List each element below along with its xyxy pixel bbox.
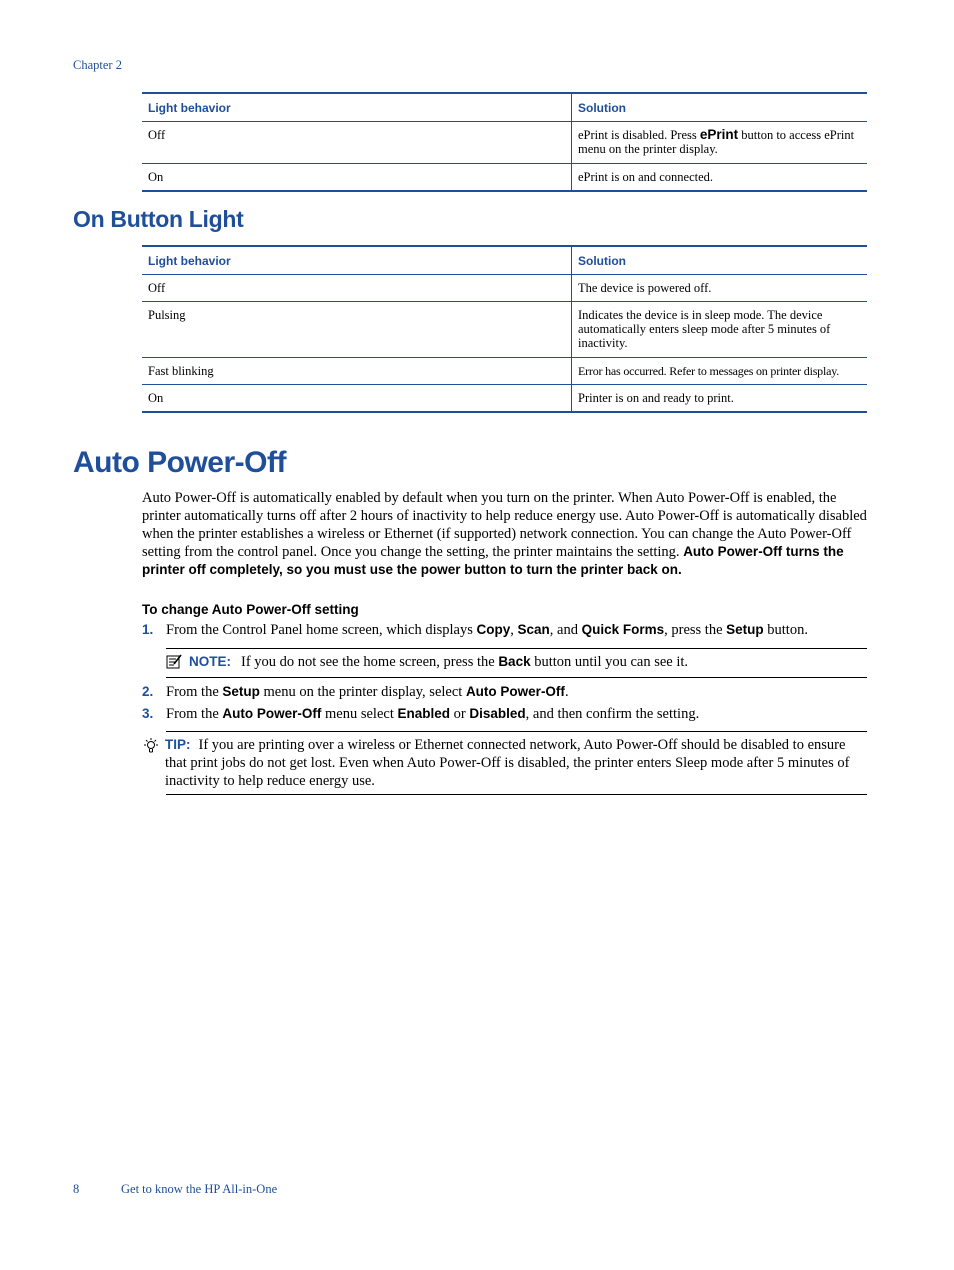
table-row: [142, 358, 867, 385]
step-2: [142, 683, 569, 701]
auto-power-off-term: Auto Power-Off: [222, 706, 322, 721]
step-text: or: [450, 706, 470, 722]
step-number: 1.: [142, 622, 154, 637]
procedure-heading: To change Auto Power-Off setting: [142, 602, 359, 617]
chapter-label: Chapter 2: [73, 58, 122, 72]
page-footer: [73, 1182, 277, 1197]
step-text: From the: [166, 684, 223, 700]
step-1: [142, 621, 808, 639]
solution-cell: ePrint is on and connected.: [572, 164, 868, 192]
tip-label: TIP:: [165, 737, 191, 752]
step-text: menu select: [321, 706, 398, 722]
solution-cell: Error has occurred. Refer to messages on printer display.: [572, 358, 868, 385]
setup-term: Setup: [222, 684, 260, 699]
step-text: ,: [510, 622, 518, 638]
divider: [166, 731, 867, 732]
tip-body: If you are printing over a wireless or Ethernet connected network, Auto Power-Off should be disabled to ensure that print jobs do not get lost. Even when Auto Power-Off is disabled, the printer enters Sleep mode after 5 minutes of inactivity to help reduce energy use.: [165, 737, 850, 789]
table-row: [142, 385, 867, 413]
column-header-light-behavior: Light behavior: [142, 246, 572, 275]
enabled-term: Enabled: [397, 706, 451, 721]
behavior-cell: Off: [142, 122, 572, 164]
step-text: button.: [763, 622, 808, 638]
step-text: , and then confirm the setting.: [525, 706, 700, 722]
page-number: 8: [73, 1182, 80, 1196]
step-text: , and: [549, 622, 582, 638]
step-text: From the: [166, 706, 223, 722]
note-icon: [166, 654, 183, 675]
tip-text: [165, 736, 868, 790]
on-button-light-heading: On Button Light: [73, 206, 244, 232]
auto-power-off-term: Auto Power-Off: [465, 684, 565, 699]
solution-cell: Printer is on and ready to print.: [572, 385, 868, 413]
tip-box: [142, 731, 867, 795]
intro-bold-text: Auto Power-Off turns the printer off completely, so you must use the power button to turn the printer back on.: [142, 544, 844, 577]
step-text: menu on the printer display, select: [259, 684, 466, 700]
behavior-cell: Off: [142, 275, 572, 302]
quick-forms-term: Quick Forms: [581, 622, 665, 637]
on-button-light-table: [142, 245, 867, 413]
solution-cell: Indicates the device is in sleep mode. The device automatically enters sleep mode after 5 minutes of inactivity.: [572, 302, 868, 358]
note-text: [241, 654, 688, 671]
setup-term: Setup: [726, 622, 764, 637]
solution-text: ePrint is disabled. Press: [578, 128, 700, 142]
step-number: 2.: [142, 684, 154, 699]
column-header-light-behavior: Light behavior: [142, 93, 572, 122]
solution-cell: [572, 122, 868, 164]
back-term: Back: [498, 654, 531, 669]
step-3: [142, 705, 699, 723]
table-row: [142, 164, 867, 192]
eprint-light-table: [142, 92, 867, 192]
table-row: [142, 302, 867, 358]
intro-paragraph: [142, 489, 869, 579]
footer-title: Get to know the HP All-in-One: [121, 1182, 278, 1196]
step-text: , press the: [664, 622, 727, 638]
note-text-part: button until you can see it.: [530, 654, 689, 670]
intro-text: Auto Power-Off is automatically enabled by default when you turn on the printer. When Auto Power-Off is enabled, the printer automatically turns off after 2 hours of inactivity to help reduce energy use. Auto Power-Off is automatically disabled when the printer establishes a wireless or Ethernet (if supported) network connection. You can change the Auto Power-Off setting from the control panel. Once you change the setting, the printer maintains the setting.: [142, 490, 867, 560]
note-text-part: If you do not see the home screen, press the: [241, 654, 499, 670]
column-header-solution: Solution: [572, 93, 868, 122]
behavior-cell: Pulsing: [142, 302, 572, 358]
eprint-button-name: ePrint: [699, 127, 739, 142]
behavior-cell: On: [142, 164, 572, 192]
divider: [166, 794, 867, 795]
copy-term: Copy: [476, 622, 511, 637]
table-row: [142, 275, 867, 302]
step-text: .: [564, 684, 569, 700]
note-label: NOTE:: [189, 654, 231, 669]
scan-term: Scan: [517, 622, 550, 637]
disabled-term: Disabled: [469, 706, 526, 721]
column-header-solution: Solution: [572, 246, 868, 275]
table-header-row: [142, 246, 867, 275]
table-row: [142, 122, 867, 164]
table-header-row: [142, 93, 867, 122]
lightbulb-icon: [142, 737, 160, 760]
behavior-cell: On: [142, 385, 572, 413]
step-number: 3.: [142, 706, 154, 721]
auto-power-off-heading: Auto Power-Off: [73, 446, 286, 479]
solution-cell: The device is powered off.: [572, 275, 868, 302]
step-text: From the Control Panel home screen, which displays: [166, 622, 477, 638]
note-box: [166, 648, 867, 678]
behavior-cell: Fast blinking: [142, 358, 572, 385]
solution-text: button to access ePrint menu on the printer display.: [578, 128, 855, 156]
